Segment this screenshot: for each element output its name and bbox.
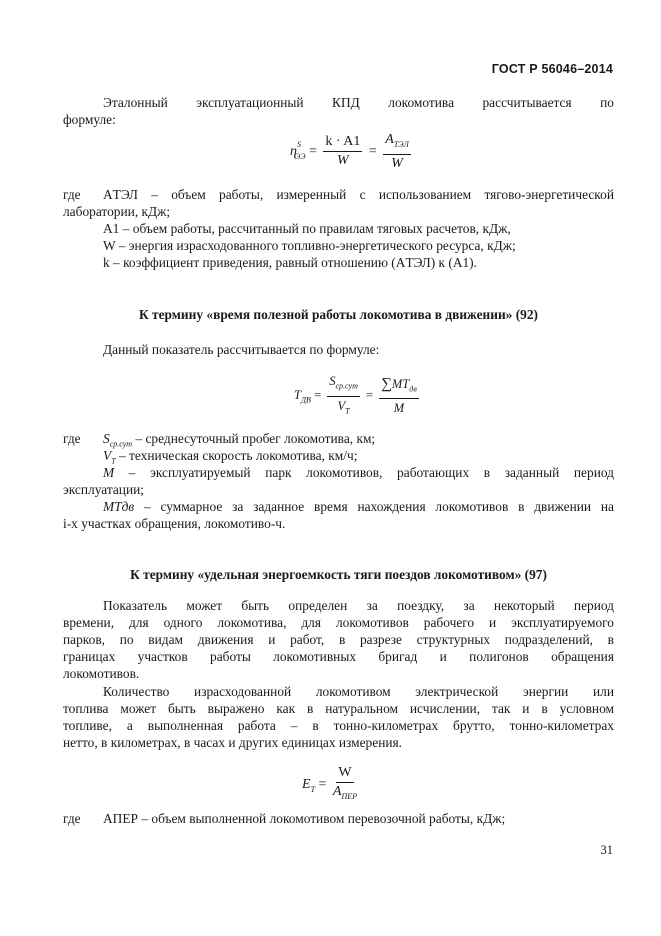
definition-w: W – энергия израсходованного топливно-энергетического ресурса, кДж; — [103, 238, 516, 253]
definition-s-sr-sut: где $S_{ср.сут}$ – среднесуточный пробег локомотива, км; — [63, 431, 376, 449]
section3-p1-line3: парков, по видам движения и работ, в разрезе структурных подразделений, в — [63, 632, 614, 647]
section3-p1-line5: локомотивов. — [63, 666, 140, 681]
section3-p2-line1: Количество израсходованной локомотивом электрической энергии или — [103, 684, 614, 699]
section3-p2-line2: топлива может быть выражено как в натуральном исчислении, так и в условном — [63, 701, 614, 716]
section3-p2-line3: топливе, а выполненная работа – в тонно-километрах брутто, тонно-километрах — [63, 718, 614, 733]
section3-p1-line1: Показатель может быть определен за поездку, за некоторый период — [103, 598, 614, 613]
definition-k: k – коэффициент приведения, равный отношению (AТЭЛ) к (A1). — [103, 255, 477, 270]
formula-time-fraction2: $\frac{\sum MT_{дв}}{M}$ — [381, 375, 417, 416]
standard-header: ГОСТ Р 56046–2014 — [491, 62, 613, 76]
definition-a-per: где AПЕР – объем выполненной локомотивом перевозочной работы, кДж; — [63, 811, 506, 826]
term-a-per: AПЕР — [103, 811, 138, 826]
definition-mtdv: MTдв – суммарное за заданное время нахождения локомотивов в движении на — [103, 499, 614, 514]
section1-intro-line1: Эталонный эксплуатационный КПД локомотива рассчитывается по — [103, 95, 614, 110]
term-s-sr-sut: $S_{ср.сут}$ — [103, 431, 133, 449]
definition-m-line2: эксплуатации; — [63, 482, 145, 497]
formula-time-fraction1: $\frac{S_{ср.сут}}{V_T}$ — [329, 374, 358, 415]
section3-heading: К термину «удельная энергоемкость тяги поездов локомотивом» (97) — [130, 567, 547, 582]
definition-mtdv-line2: i-х участках обращения, локомотиво-ч. — [63, 516, 286, 531]
section2-intro: Данный показатель рассчитывается по формуле: — [103, 342, 380, 357]
definition-a1: A1 – объем работы, рассчитанный по правилам тяговых расчетов, кДж, — [103, 221, 511, 236]
section2-heading: К термину «время полезной работы локомотива в движении» (92) — [138, 307, 539, 322]
section3-p2-line4: нетто, в километрах, в часах и других единицах измерения. — [63, 735, 403, 750]
formula-energy-fraction: $\frac{W}{A_{ПЕР}}$ — [332, 765, 358, 801]
formula-energy: $E_T$ = $\frac{W}{A_{ПЕР}}$ — [302, 765, 360, 805]
definition-a-tel: где AТЭЛ – объем работы, измеренный с использованием тягово-энергетической — [63, 187, 614, 202]
formula-kpd-eta: $\eta^S_{ЭЭ}$ — [290, 140, 306, 161]
section3-p1-line2: времени, для одного локомотива, для локомотивов рабочего и эксплуатируемого — [63, 615, 614, 630]
definition-a-tel-line2: лаборатории, кДж; — [63, 204, 171, 219]
formula-kpd-fraction1: $\frac{k \cdot A1}{W}$ — [325, 134, 361, 169]
formula-kpd-fraction2: $\frac{A_{ТЭЛ}}{W}$ — [385, 132, 409, 171]
section3-p1-line4: границах участков работы локомотивных бригад и полигонов обращения — [63, 649, 614, 664]
definition-m: M – эксплуатируемый парк локомотивов, работающих в заданный период — [103, 465, 614, 480]
formula-kpd: $\eta^S_{ЭЭ}$ = $\frac{k \cdot A1}{W}$ = $\frac{A_{ТЭЛ}}{W}$ — [290, 132, 409, 171]
definition-vt: $V_T$ – техническая скорость локомотива, км/ч; — [103, 448, 358, 466]
section1-intro-line2: формуле: — [63, 112, 116, 127]
page-number: 31 — [600, 843, 613, 857]
formula-time: $T_{ДВ}$ = $\frac{S_{ср.сут}}{V_T}$ = $\frac{\sum MT_{дв}}{M}$ — [294, 373, 422, 419]
term-a-tel: AТЭЛ — [103, 187, 138, 202]
